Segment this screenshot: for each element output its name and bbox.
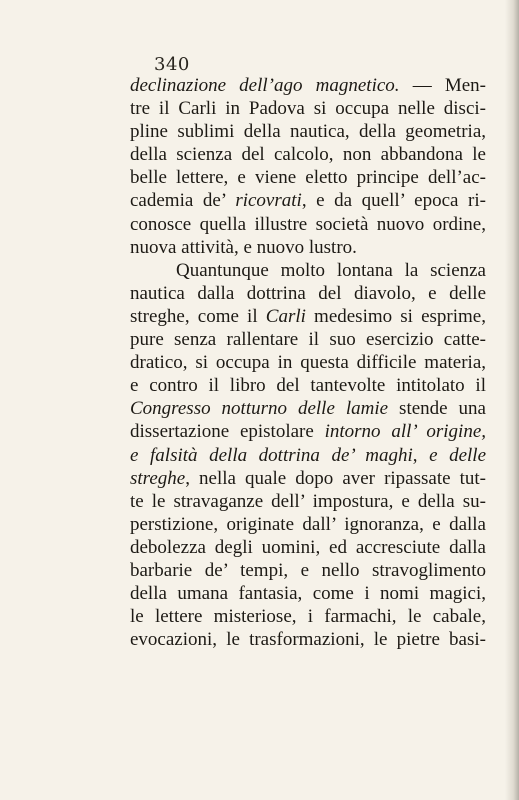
text-line — [130, 189, 486, 212]
text-run: e contro il libro del tantevolte intitolato il — [130, 375, 486, 397]
text-run: cademia de’ — [130, 190, 236, 212]
text-run: , e da quell’ epoca ri- — [301, 190, 486, 212]
text-run: belle lettere, e viene eletto principe dell’ac- — [130, 167, 486, 189]
body-text — [130, 74, 486, 651]
text-run: dissertazione epistolare — [130, 421, 325, 443]
paragraph — [130, 74, 486, 259]
text-run: — Men- — [399, 75, 486, 96]
text-line — [130, 143, 486, 166]
text-run: pline sublimi della nautica, della geometria, — [130, 121, 486, 143]
text-run: Quantunque molto lontana la scienza — [176, 259, 486, 281]
italic-text: intorno all’ origine, — [324, 421, 486, 443]
text-run: evocazioni, le trasformazioni, le pietre basi- — [130, 629, 486, 651]
italic-text: e delle — [429, 444, 487, 466]
text-run: te le stravaganze dell’ impostura, e della su- — [130, 490, 486, 512]
text-line — [130, 605, 486, 628]
page-number: 340 — [154, 54, 190, 75]
text-run: nautica dalla dottrina del diavolo, e delle — [130, 282, 486, 304]
italic-text: Carli — [265, 305, 306, 327]
text-line — [130, 259, 486, 282]
text-line — [130, 236, 486, 259]
text-line — [130, 328, 486, 351]
text-line — [130, 444, 486, 467]
paragraph — [130, 259, 486, 652]
text-run: tre il Carli in Padova si occupa nelle disci- — [130, 98, 486, 120]
text-line — [130, 213, 486, 236]
text-line — [130, 536, 486, 559]
text-run: pure senza rallentare il suo esercizio catte- — [130, 329, 486, 351]
text-line — [130, 420, 486, 443]
text-run: della scienza del calcolo, non abbandona le — [130, 144, 486, 166]
page-edge-shadow — [505, 0, 519, 800]
text-line — [130, 166, 486, 189]
text-run: barbarie de’ tempi, e nello stravoglimento — [130, 559, 486, 581]
italic-text: streghe — [130, 467, 186, 489]
text-line — [130, 97, 486, 120]
text-line — [130, 120, 486, 143]
text-run: conosce quella illustre società nuovo ordine, — [130, 213, 486, 235]
text-run: dratico, si occupa in questa difficile materia, — [130, 352, 486, 374]
text-line — [130, 628, 486, 651]
text-run: perstizione, originate dall’ ignoranza, e dalla — [130, 513, 486, 535]
italic-text: ricovrati — [235, 190, 302, 212]
text-run: , — [412, 444, 430, 466]
text-run: nuova attività, e nuovo lustro. — [130, 236, 357, 258]
text-line — [130, 582, 486, 605]
text-line — [130, 351, 486, 374]
text-line — [130, 282, 486, 305]
text-run: le lettere misteriose, i farmachi, le cabale, — [130, 606, 486, 628]
text-line — [130, 397, 486, 420]
text-line — [130, 467, 486, 490]
italic-text: declinazione dell’ago magnetico. — [130, 75, 400, 96]
text-line — [130, 490, 486, 513]
text-run: streghe, come il — [130, 305, 266, 327]
text-line — [130, 74, 486, 97]
text-run: medesimo si esprime, — [305, 305, 486, 327]
italic-text: e falsità della dottrina de’ maghi — [130, 444, 413, 466]
text-line — [130, 513, 486, 536]
italic-text: Congresso notturno delle lamie — [130, 398, 389, 420]
text-run: della umana fantasia, come i nomi magici, — [130, 583, 486, 605]
text-line — [130, 559, 486, 582]
text-run: debolezza degli uomini, ed accresciute dalla — [130, 536, 486, 558]
text-line — [130, 305, 486, 328]
text-run: , nella quale dopo aver ripassate tut- — [185, 467, 486, 489]
text-line — [130, 374, 486, 397]
text-run: stende una — [388, 398, 486, 420]
